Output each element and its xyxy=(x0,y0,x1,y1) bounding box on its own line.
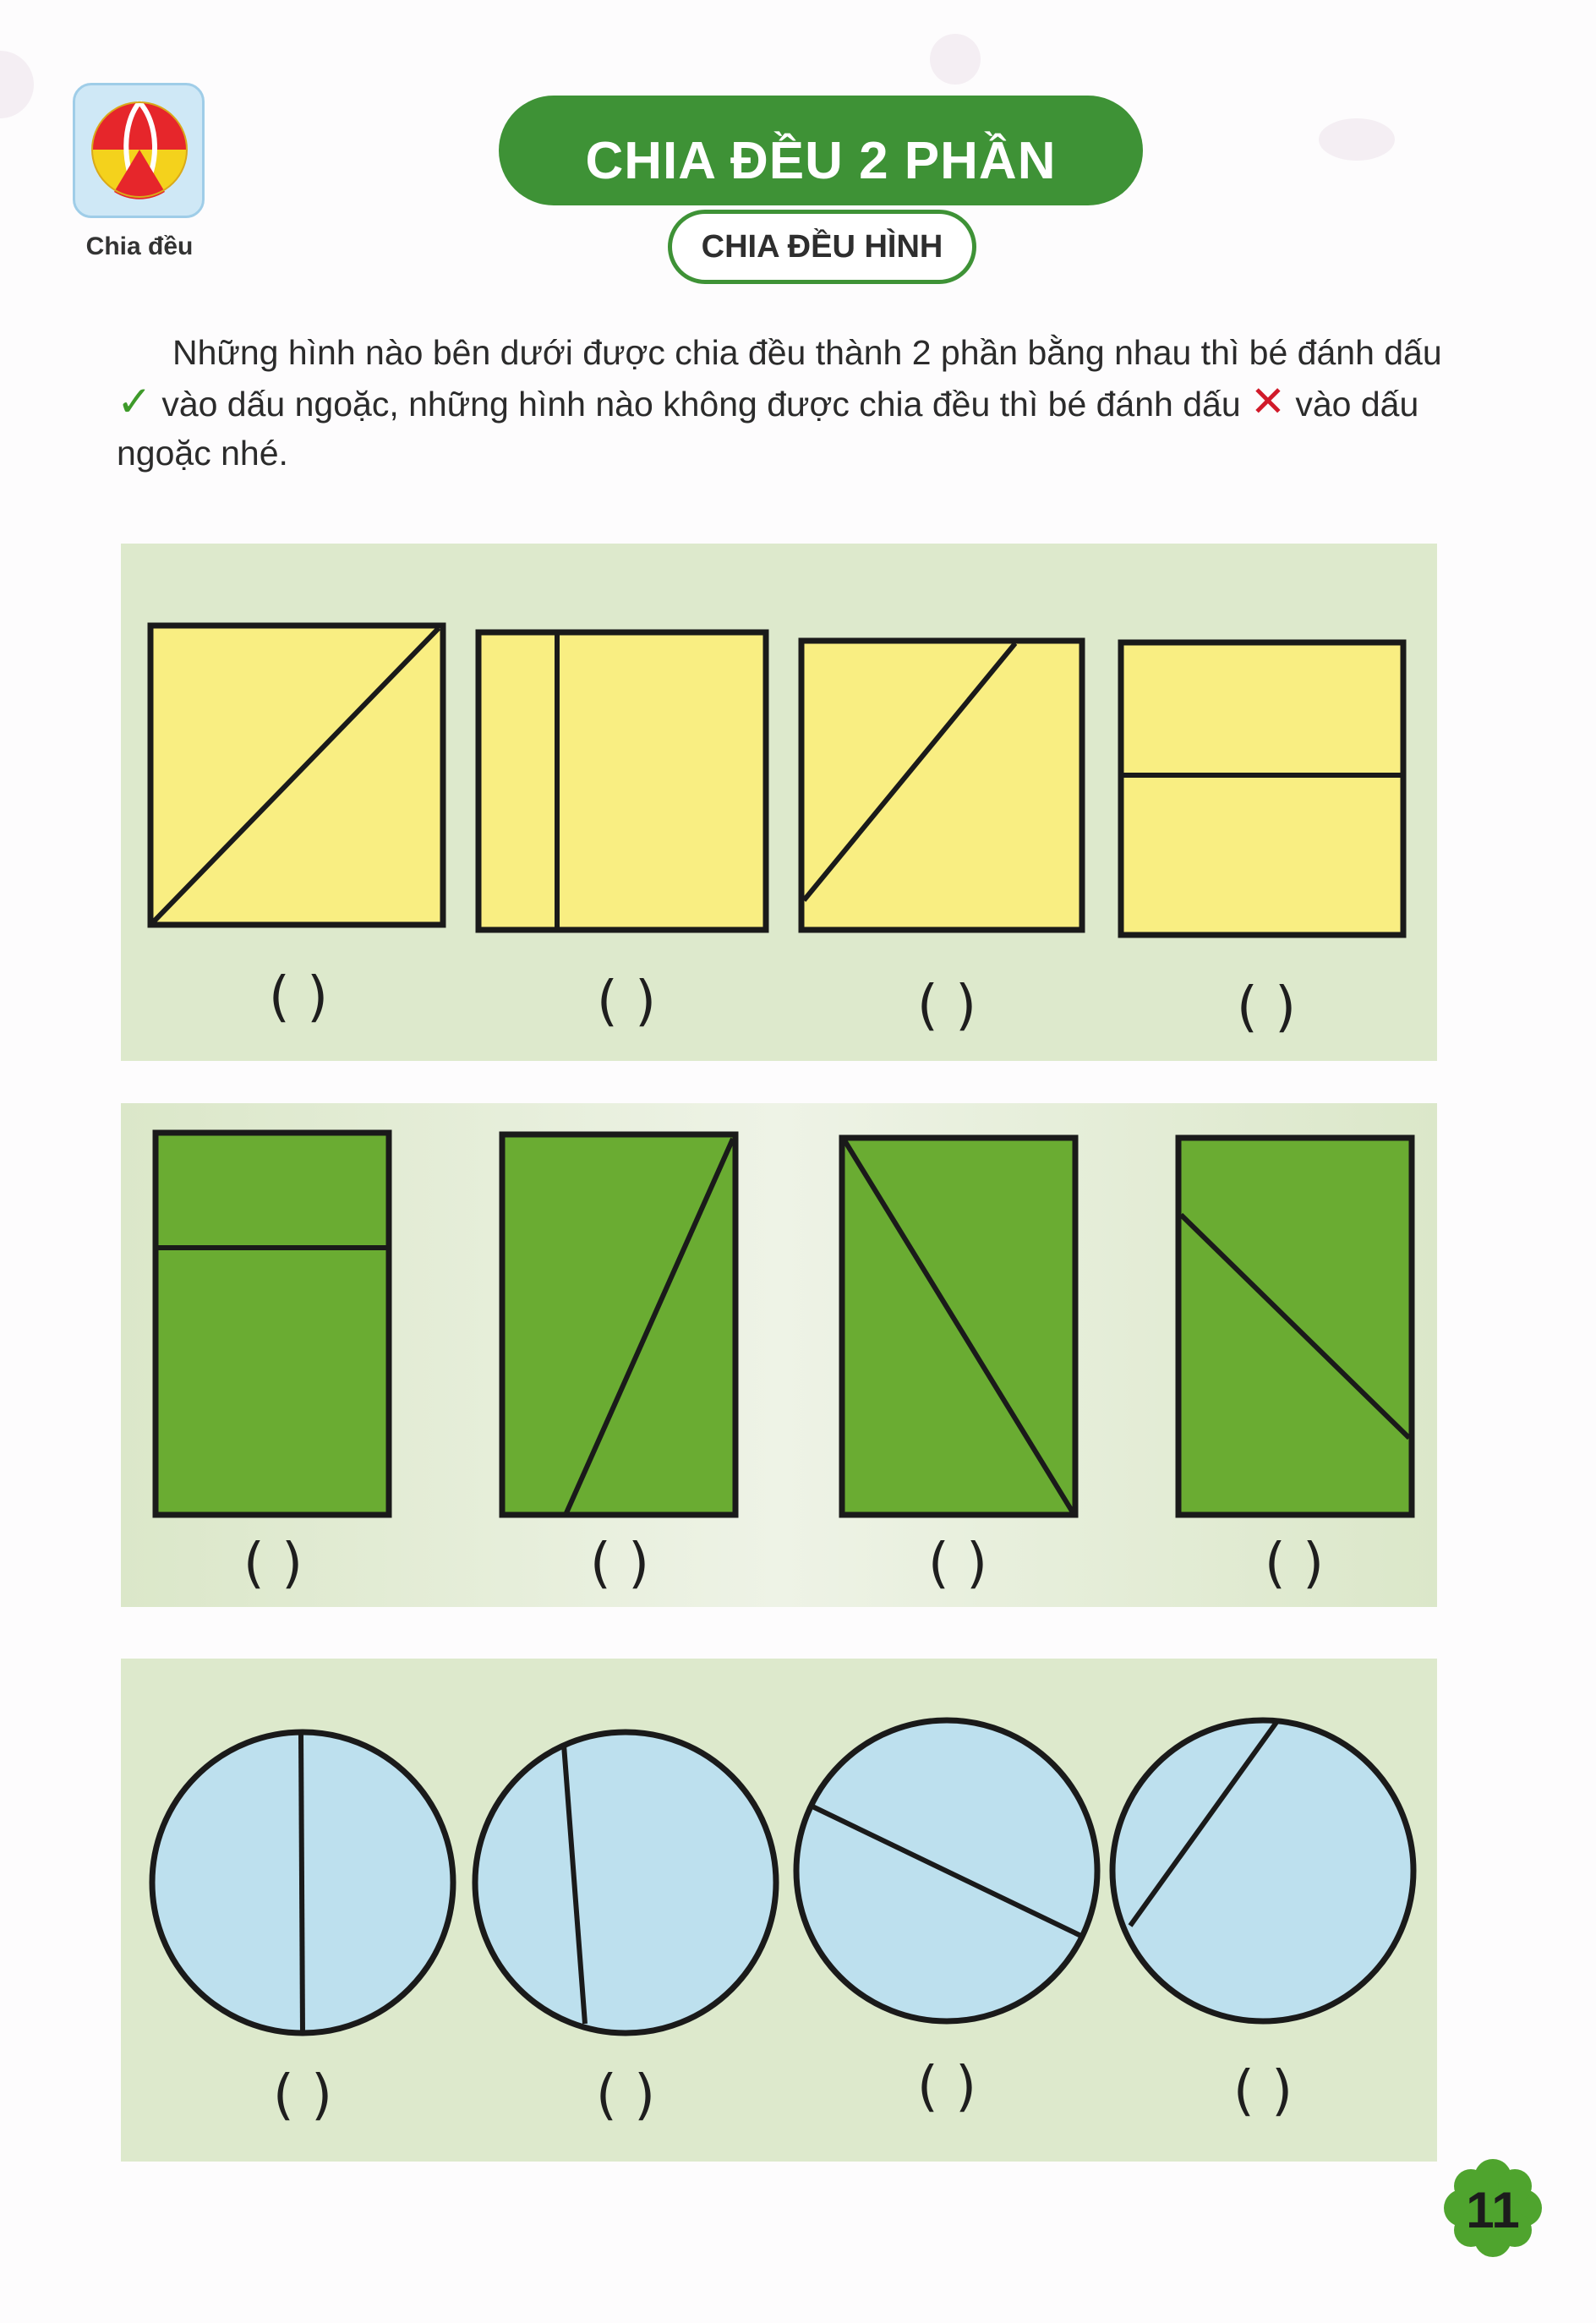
shape-circle-slanted-chord xyxy=(1107,1714,1419,2027)
page-number: 11 xyxy=(1466,2182,1520,2238)
subtitle-pill xyxy=(668,210,976,284)
shape-tall-rectangle-diagonal xyxy=(838,1134,1079,1519)
instruction-text xyxy=(117,328,1452,478)
answer-bracket[interactable]: ( ) xyxy=(927,1533,988,1595)
instruction-part2: vào dấu ngoặc, những hình nào không được chia đều thì bé đánh dấu xyxy=(161,385,1241,424)
exercise-panel-yellow xyxy=(121,544,1437,1061)
shape-square-diagonal xyxy=(146,621,447,929)
page-title: CHIA ĐỀU 2 PHẦN xyxy=(585,132,1057,190)
shape-rectangle-slanted-line xyxy=(797,637,1086,934)
beach-ball-icon xyxy=(89,97,190,202)
background-decoration xyxy=(0,51,34,118)
answer-bracket[interactable]: ( ) xyxy=(596,970,657,1033)
exercise-panel-blue xyxy=(121,1659,1437,2162)
answer-bracket[interactable]: ( ) xyxy=(268,966,329,1029)
exercise-panel-green xyxy=(121,1103,1437,1607)
shape-tall-rectangle-partial-diagonal xyxy=(1174,1134,1416,1519)
shape-rectangle-vertical-off-center xyxy=(474,628,770,934)
answer-bracket[interactable]: ( ) xyxy=(1264,1533,1325,1595)
background-decoration xyxy=(930,34,981,85)
title-banner xyxy=(499,96,1143,205)
shape-tall-rectangle-horizontal xyxy=(151,1129,393,1519)
instruction-part3: vào dấu ngoặc nhé. xyxy=(117,385,1419,473)
shape-circle-slanted-diameter xyxy=(790,1714,1103,2027)
shape-rectangle-horizontal-center xyxy=(1117,638,1407,939)
icon-label: Chia đều xyxy=(85,232,194,260)
answer-bracket[interactable]: ( ) xyxy=(272,2064,333,2127)
answer-bracket[interactable]: ( ) xyxy=(1236,976,1297,1039)
answer-bracket[interactable]: ( ) xyxy=(916,975,977,1037)
answer-bracket[interactable]: ( ) xyxy=(589,1533,650,1595)
answer-bracket[interactable]: ( ) xyxy=(916,2056,977,2118)
cross-mark-icon: ✕ xyxy=(1250,378,1286,425)
page-subtitle: CHIA ĐỀU HÌNH xyxy=(701,229,943,265)
answer-bracket[interactable]: ( ) xyxy=(595,2064,656,2127)
background-decoration xyxy=(1319,118,1395,161)
instruction-part1: Những hình nào bên dưới được chia đều thành 2 phần bằng nhau thì bé đánh dấu xyxy=(172,333,1442,372)
answer-bracket[interactable]: ( ) xyxy=(243,1533,303,1595)
shape-circle-vertical xyxy=(146,1726,459,2039)
check-mark-icon: ✓ xyxy=(117,378,152,425)
page-number-badge xyxy=(1442,2157,1544,2263)
ball-icon-box xyxy=(73,83,205,218)
shape-circle-chord xyxy=(469,1726,782,2039)
shape-tall-rectangle-slanted xyxy=(498,1130,740,1519)
answer-bracket[interactable]: ( ) xyxy=(1233,2060,1293,2123)
